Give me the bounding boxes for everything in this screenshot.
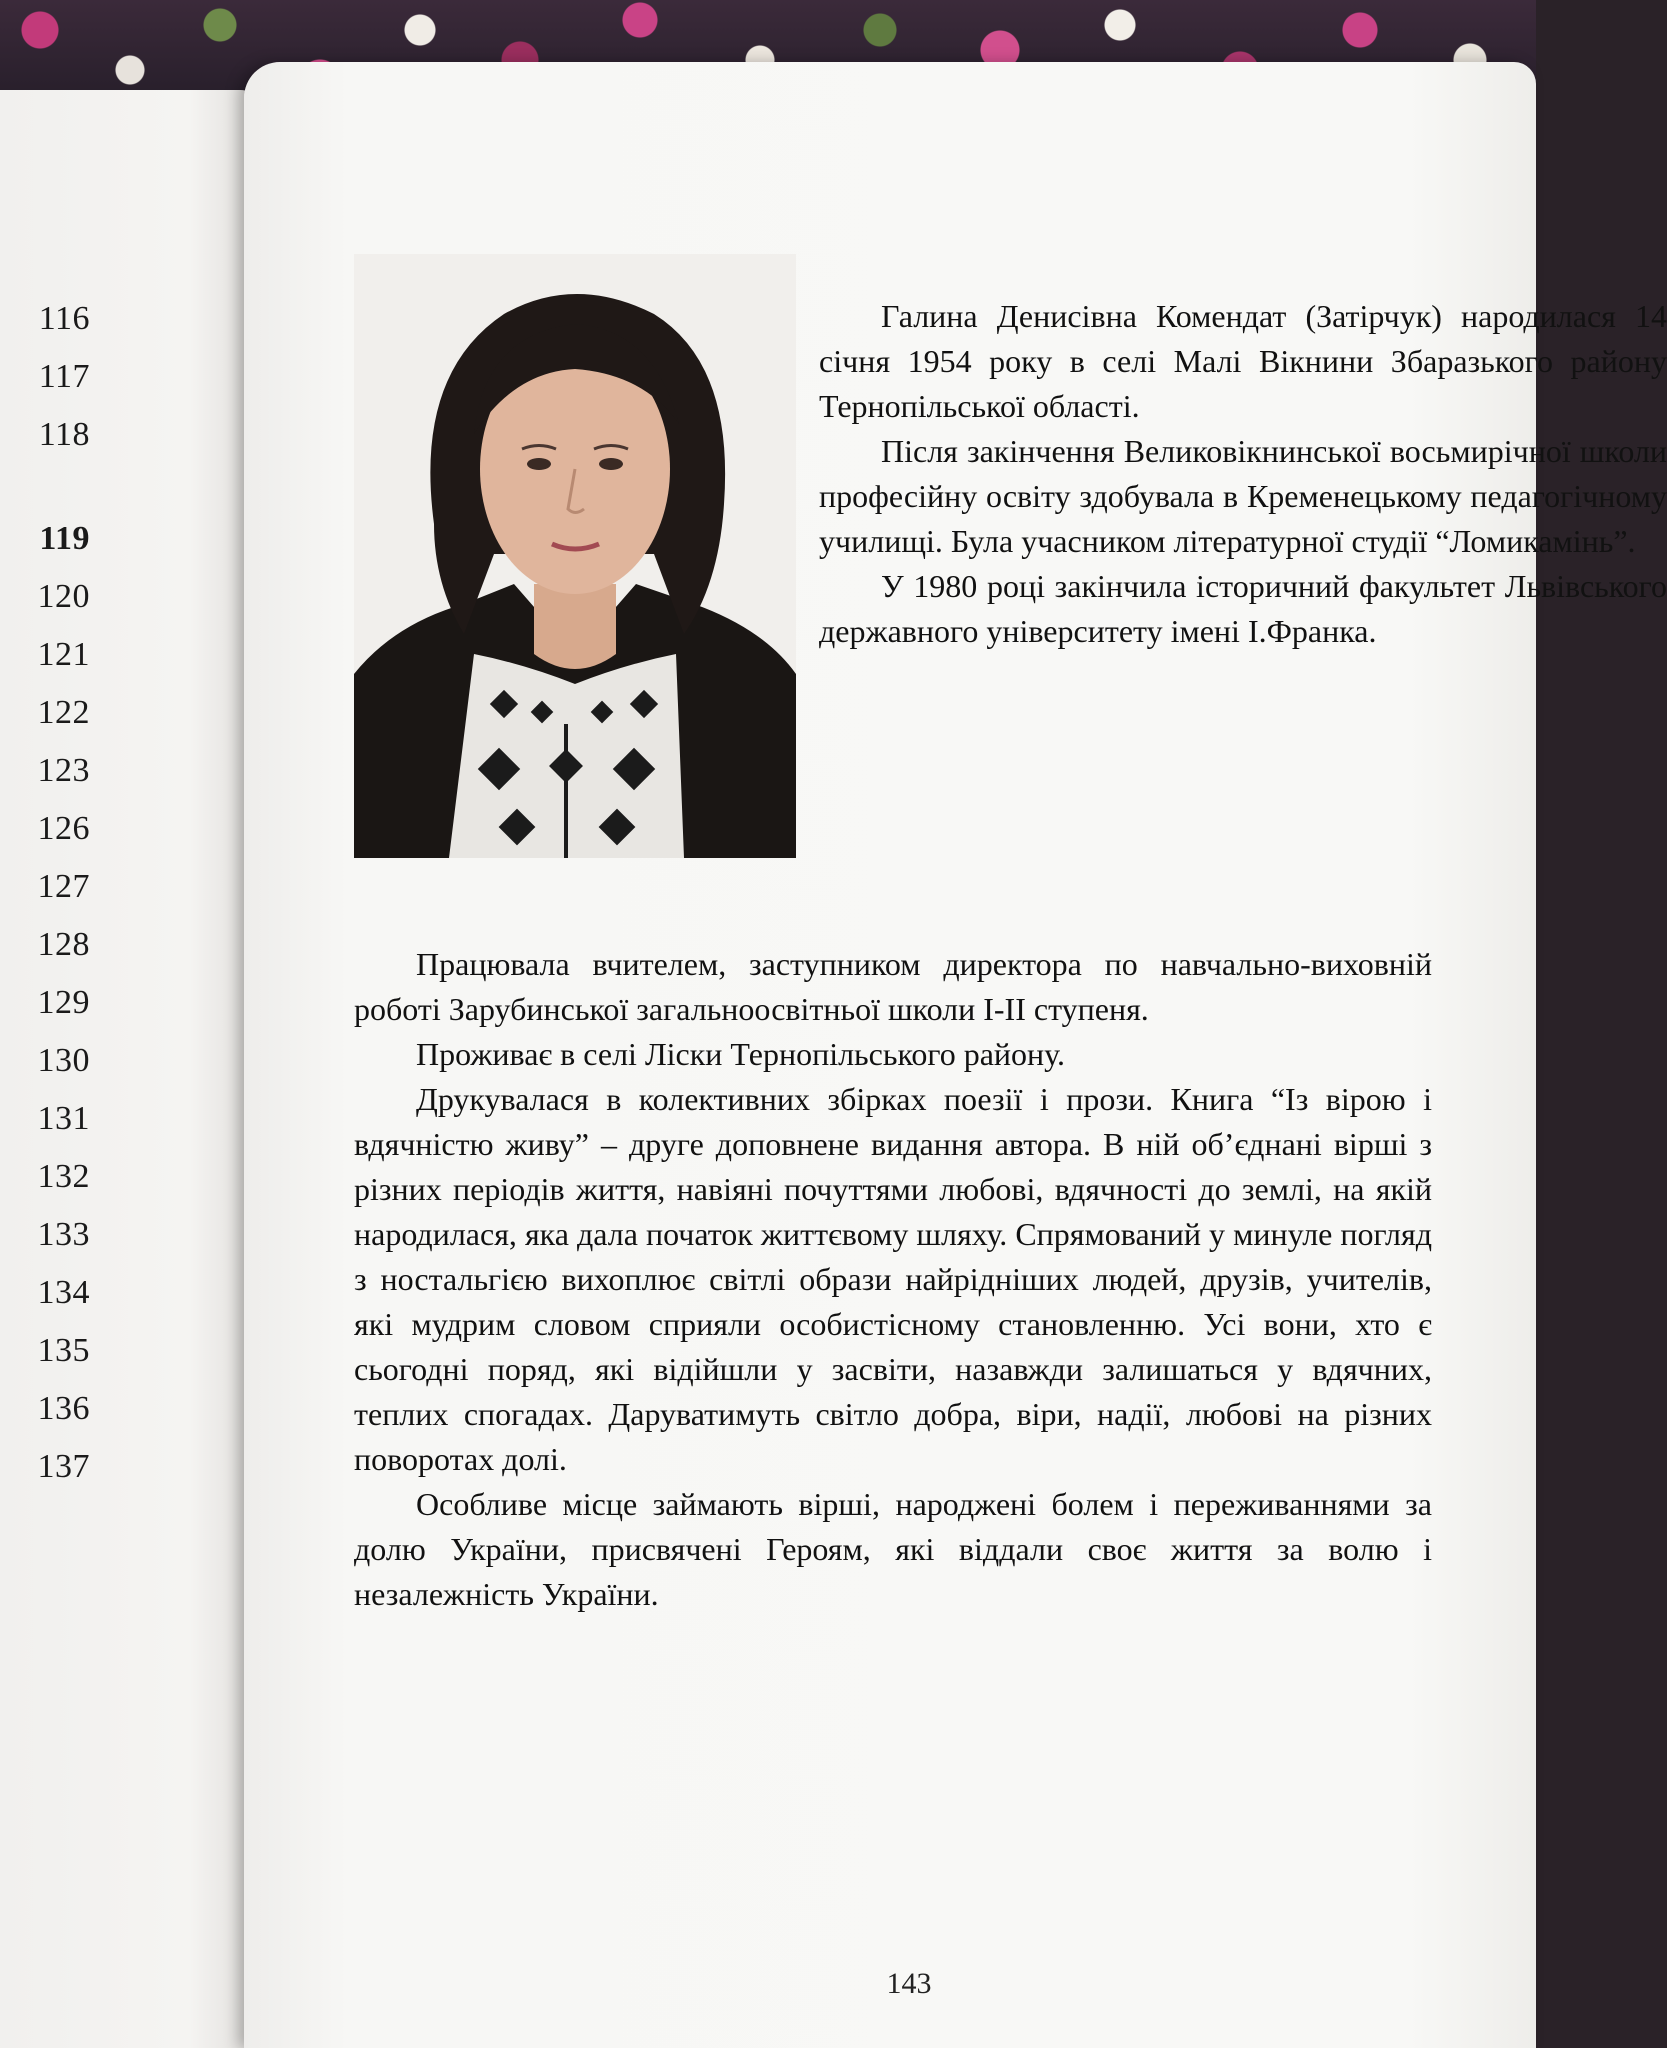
toc-page-number: 129 — [37, 984, 90, 1021]
portrait-photo — [354, 254, 796, 858]
toc-page-number: 136 — [37, 1390, 90, 1427]
toc-number-list — [0, 300, 90, 1506]
toc-page-number: 116 — [38, 300, 90, 337]
toc-page-number: 126 — [37, 810, 90, 847]
portrait-icon — [354, 254, 796, 858]
biography-paragraph: Друкувалася в колективних збірках поезії і прози. Книга “Із вірою і вдячністю живу” – друге доповнене видання автора. В ній об’єднані вірші з різних періодів життя, навіяні почуттями любові, вдячності до землі, на якій народилася, яка дала початок життєвому шляху. Спрямований у минуле погляд з ностальгією вихоплює світлі образи найрідніших людей, друзів, учителів, які мудрим словом сприяли особистісному становленню. Усі вони, хто є сьогодні поряд, які відійшли у засвіти, назавжди залишаться у вдячних, теплих спогадах. Даруватимуть світло добра, віри, надії, любові на різних поворотах долі. — [354, 1081, 1432, 1477]
toc-page-number: 123 — [37, 752, 90, 789]
biography-paragraph: У 1980 році закінчила історичний факультет Львівського державного університету імені І.Франка. — [819, 568, 1667, 649]
toc-page-number: 135 — [37, 1332, 90, 1369]
left-page — [0, 90, 270, 2048]
biography-paragraph: Після закінчення Великовікнинської восьмирічної школи професійну освіту здобувала в Кременецькому педагогічному училищі. Була учасником літературної студії “Ломикамінь”. — [819, 433, 1667, 559]
toc-page-number: 131 — [37, 1100, 90, 1137]
page-number: 143 — [886, 1967, 932, 2000]
right-page — [244, 62, 1667, 2048]
biography-full-text — [354, 942, 1432, 1617]
toc-page-number: 137 — [37, 1448, 90, 1485]
toc-page-number: 119 — [39, 520, 90, 557]
toc-page-number: 117 — [38, 358, 90, 395]
toc-page-number: 134 — [37, 1274, 90, 1311]
toc-page-number: 133 — [37, 1216, 90, 1253]
toc-page-number: 118 — [38, 416, 90, 453]
biography-paragraph: Працювала вчителем, заступником директора по навчально-виховній роботі Зарубинської загальноосвітньої школи I-II ступеня. — [354, 946, 1432, 1027]
biography-paragraph: Особливе місце займають вірші, народжені болем і переживаннями за долю України, присвячені Героям, які віддали своє життя за волю і незалежність України. — [354, 1486, 1432, 1612]
toc-page-number: 127 — [37, 868, 90, 905]
toc-page-number: 130 — [37, 1042, 90, 1079]
biography-paragraph: Проживає в селі Ліски Тернопільського району. — [416, 1036, 1065, 1072]
toc-page-number: 128 — [37, 926, 90, 963]
toc-page-number: 120 — [37, 578, 90, 615]
toc-page-number: 132 — [37, 1158, 90, 1195]
toc-page-number: 121 — [37, 636, 90, 673]
toc-page-number: 122 — [37, 694, 90, 731]
biography-paragraph: Галина Денисівна Комендат (Затірчук) народилася 14 січня 1954 року в селі Малі Вікнини Збаразького району Тернопільської області. — [819, 298, 1667, 424]
biography-side-text — [819, 294, 1667, 654]
